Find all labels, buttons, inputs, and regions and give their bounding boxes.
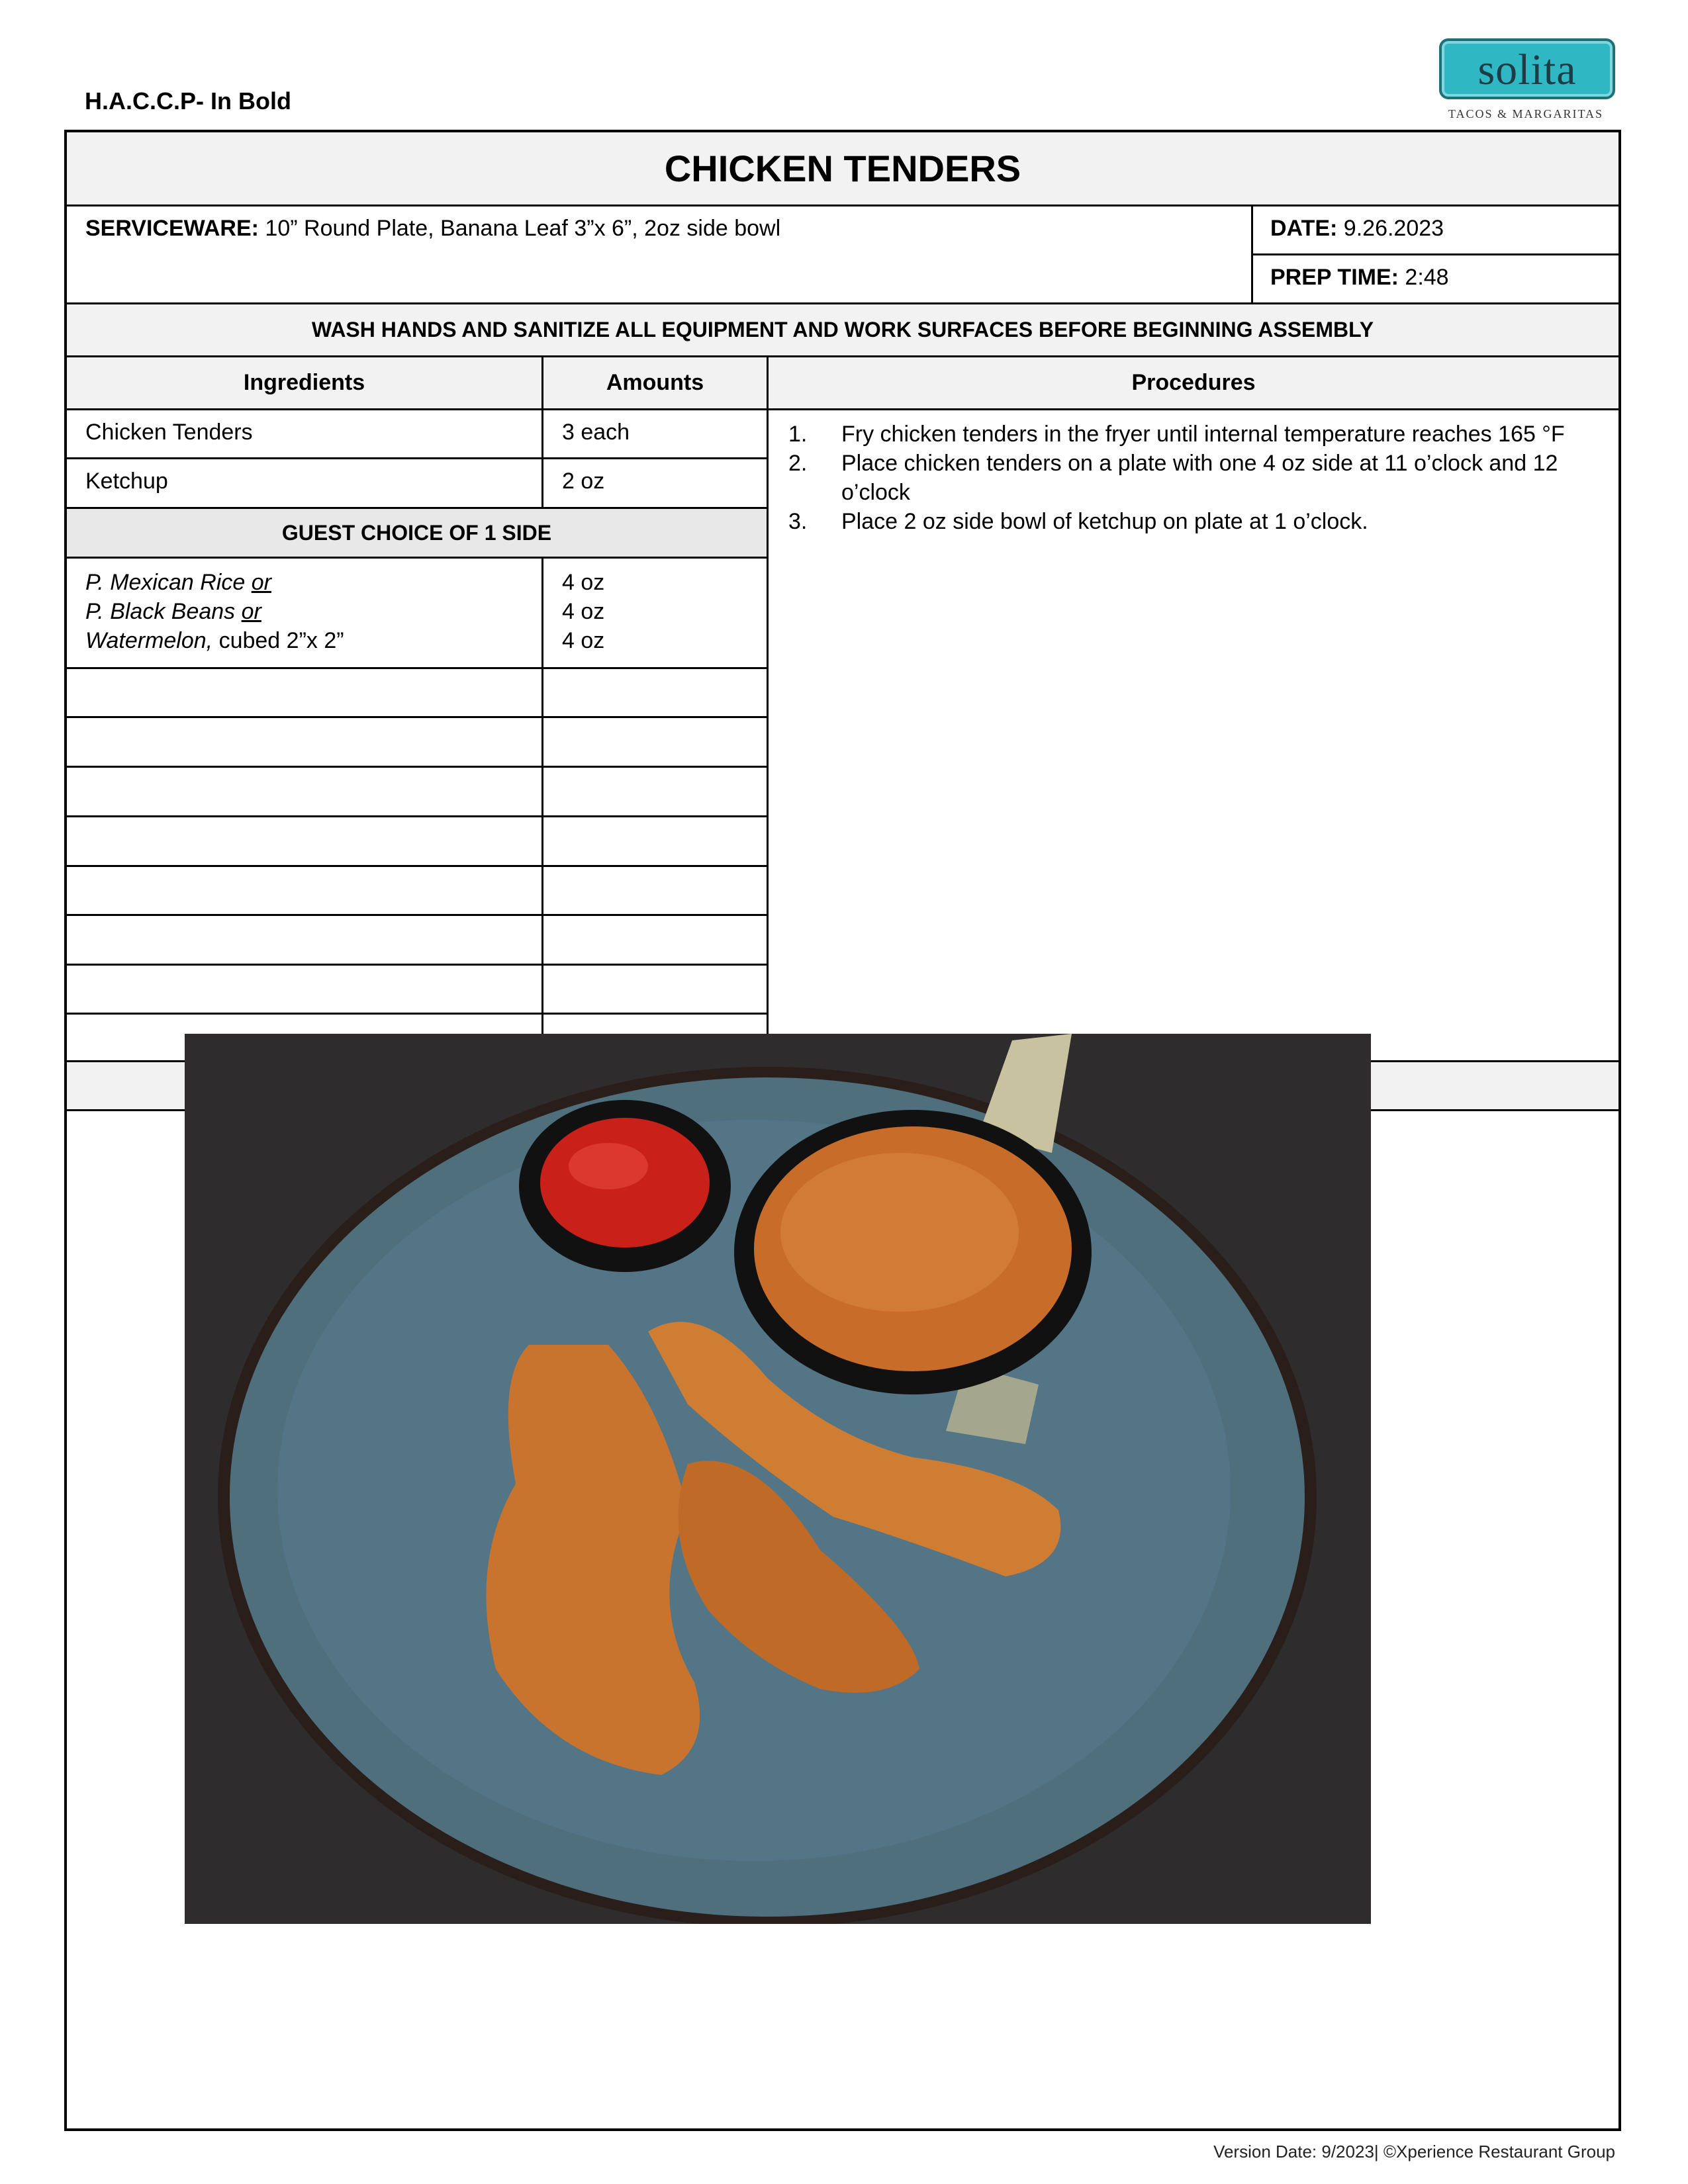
side-amounts-cell (543, 559, 769, 669)
side-amount: 4 oz (562, 570, 605, 595)
procedure-step: 3. Place 2 oz side bowl of ketchup on plate at 1 o’clock. (788, 509, 1368, 534)
empty-cell (67, 966, 543, 1015)
date-value: 9.26.2023 (1337, 216, 1444, 241)
prep-time-value: 2:48 (1398, 265, 1449, 290)
procedure-step: 2. Place chicken tenders on a plate with one 4 oz side at 11 o’clock and 12 o’clock (788, 451, 1558, 505)
side-options-cell (67, 559, 543, 669)
date-label: DATE: (1270, 216, 1338, 241)
empty-cell (543, 817, 769, 867)
empty-cell (67, 768, 543, 817)
amount-cell: 2 oz (543, 459, 769, 509)
logo-tagline: TACOS & MARGARITAS (1448, 107, 1604, 120)
amounts-header: Amounts (543, 357, 769, 410)
prep-time-label: PREP TIME: (1270, 265, 1399, 290)
side-option: P. Mexican Rice or (85, 570, 271, 595)
side-amount: 4 oz (562, 628, 605, 653)
ingredients-header: Ingredients (67, 357, 543, 410)
serviceware-cell (67, 206, 1253, 304)
empty-cell (67, 817, 543, 867)
serviceware-label: SERVICEWARE: (85, 216, 259, 241)
empty-cell (67, 867, 543, 916)
dish-illustration (185, 1034, 1371, 1924)
empty-cell (543, 916, 769, 966)
procedures-cell (769, 410, 1618, 1062)
side-amount: 4 oz (562, 599, 605, 624)
date-cell (1253, 206, 1618, 255)
empty-cell (67, 669, 543, 718)
wash-hands-notice: WASH HANDS AND SANITIZE ALL EQUIPMENT AND WORK SURFACES BEFORE BEGINNING ASSEMBLY (67, 304, 1618, 357)
solita-logo (1430, 38, 1622, 128)
empty-cell (67, 718, 543, 768)
empty-cell (543, 669, 769, 718)
empty-cell (543, 768, 769, 817)
side-option: Watermelon, cubed 2”x 2” (85, 628, 344, 653)
empty-cell (543, 867, 769, 916)
serviceware-value: 10” Round Plate, Banana Leaf 3”x 6”, 2oz side bowl (258, 216, 781, 241)
empty-cell (543, 966, 769, 1015)
haccp-note: H.A.C.C.P- In Bold (85, 87, 291, 114)
dish-photo (185, 1034, 1371, 1924)
empty-cell (67, 916, 543, 966)
empty-cell (543, 718, 769, 768)
logo-badge (1439, 38, 1615, 99)
procedures-header: Procedures (769, 357, 1618, 410)
logo-word: solita (1477, 46, 1577, 94)
amount-cell: 3 each (543, 410, 769, 459)
prep-time-cell (1253, 255, 1618, 304)
ingredient-cell: Ketchup (67, 459, 543, 509)
recipe-title: CHICKEN TENDERS (67, 132, 1618, 206)
side-option: P. Black Beans or (85, 599, 261, 624)
version-footer: Version Date: 9/2023| ©Xperience Restaurant Group (1213, 2142, 1615, 2161)
guest-choice-header: GUEST CHOICE OF 1 SIDE (67, 509, 769, 559)
procedure-step: 1. Fry chicken tenders in the fryer until internal temperature reaches 165 °F (788, 422, 1565, 447)
ingredient-cell: Chicken Tenders (67, 410, 543, 459)
